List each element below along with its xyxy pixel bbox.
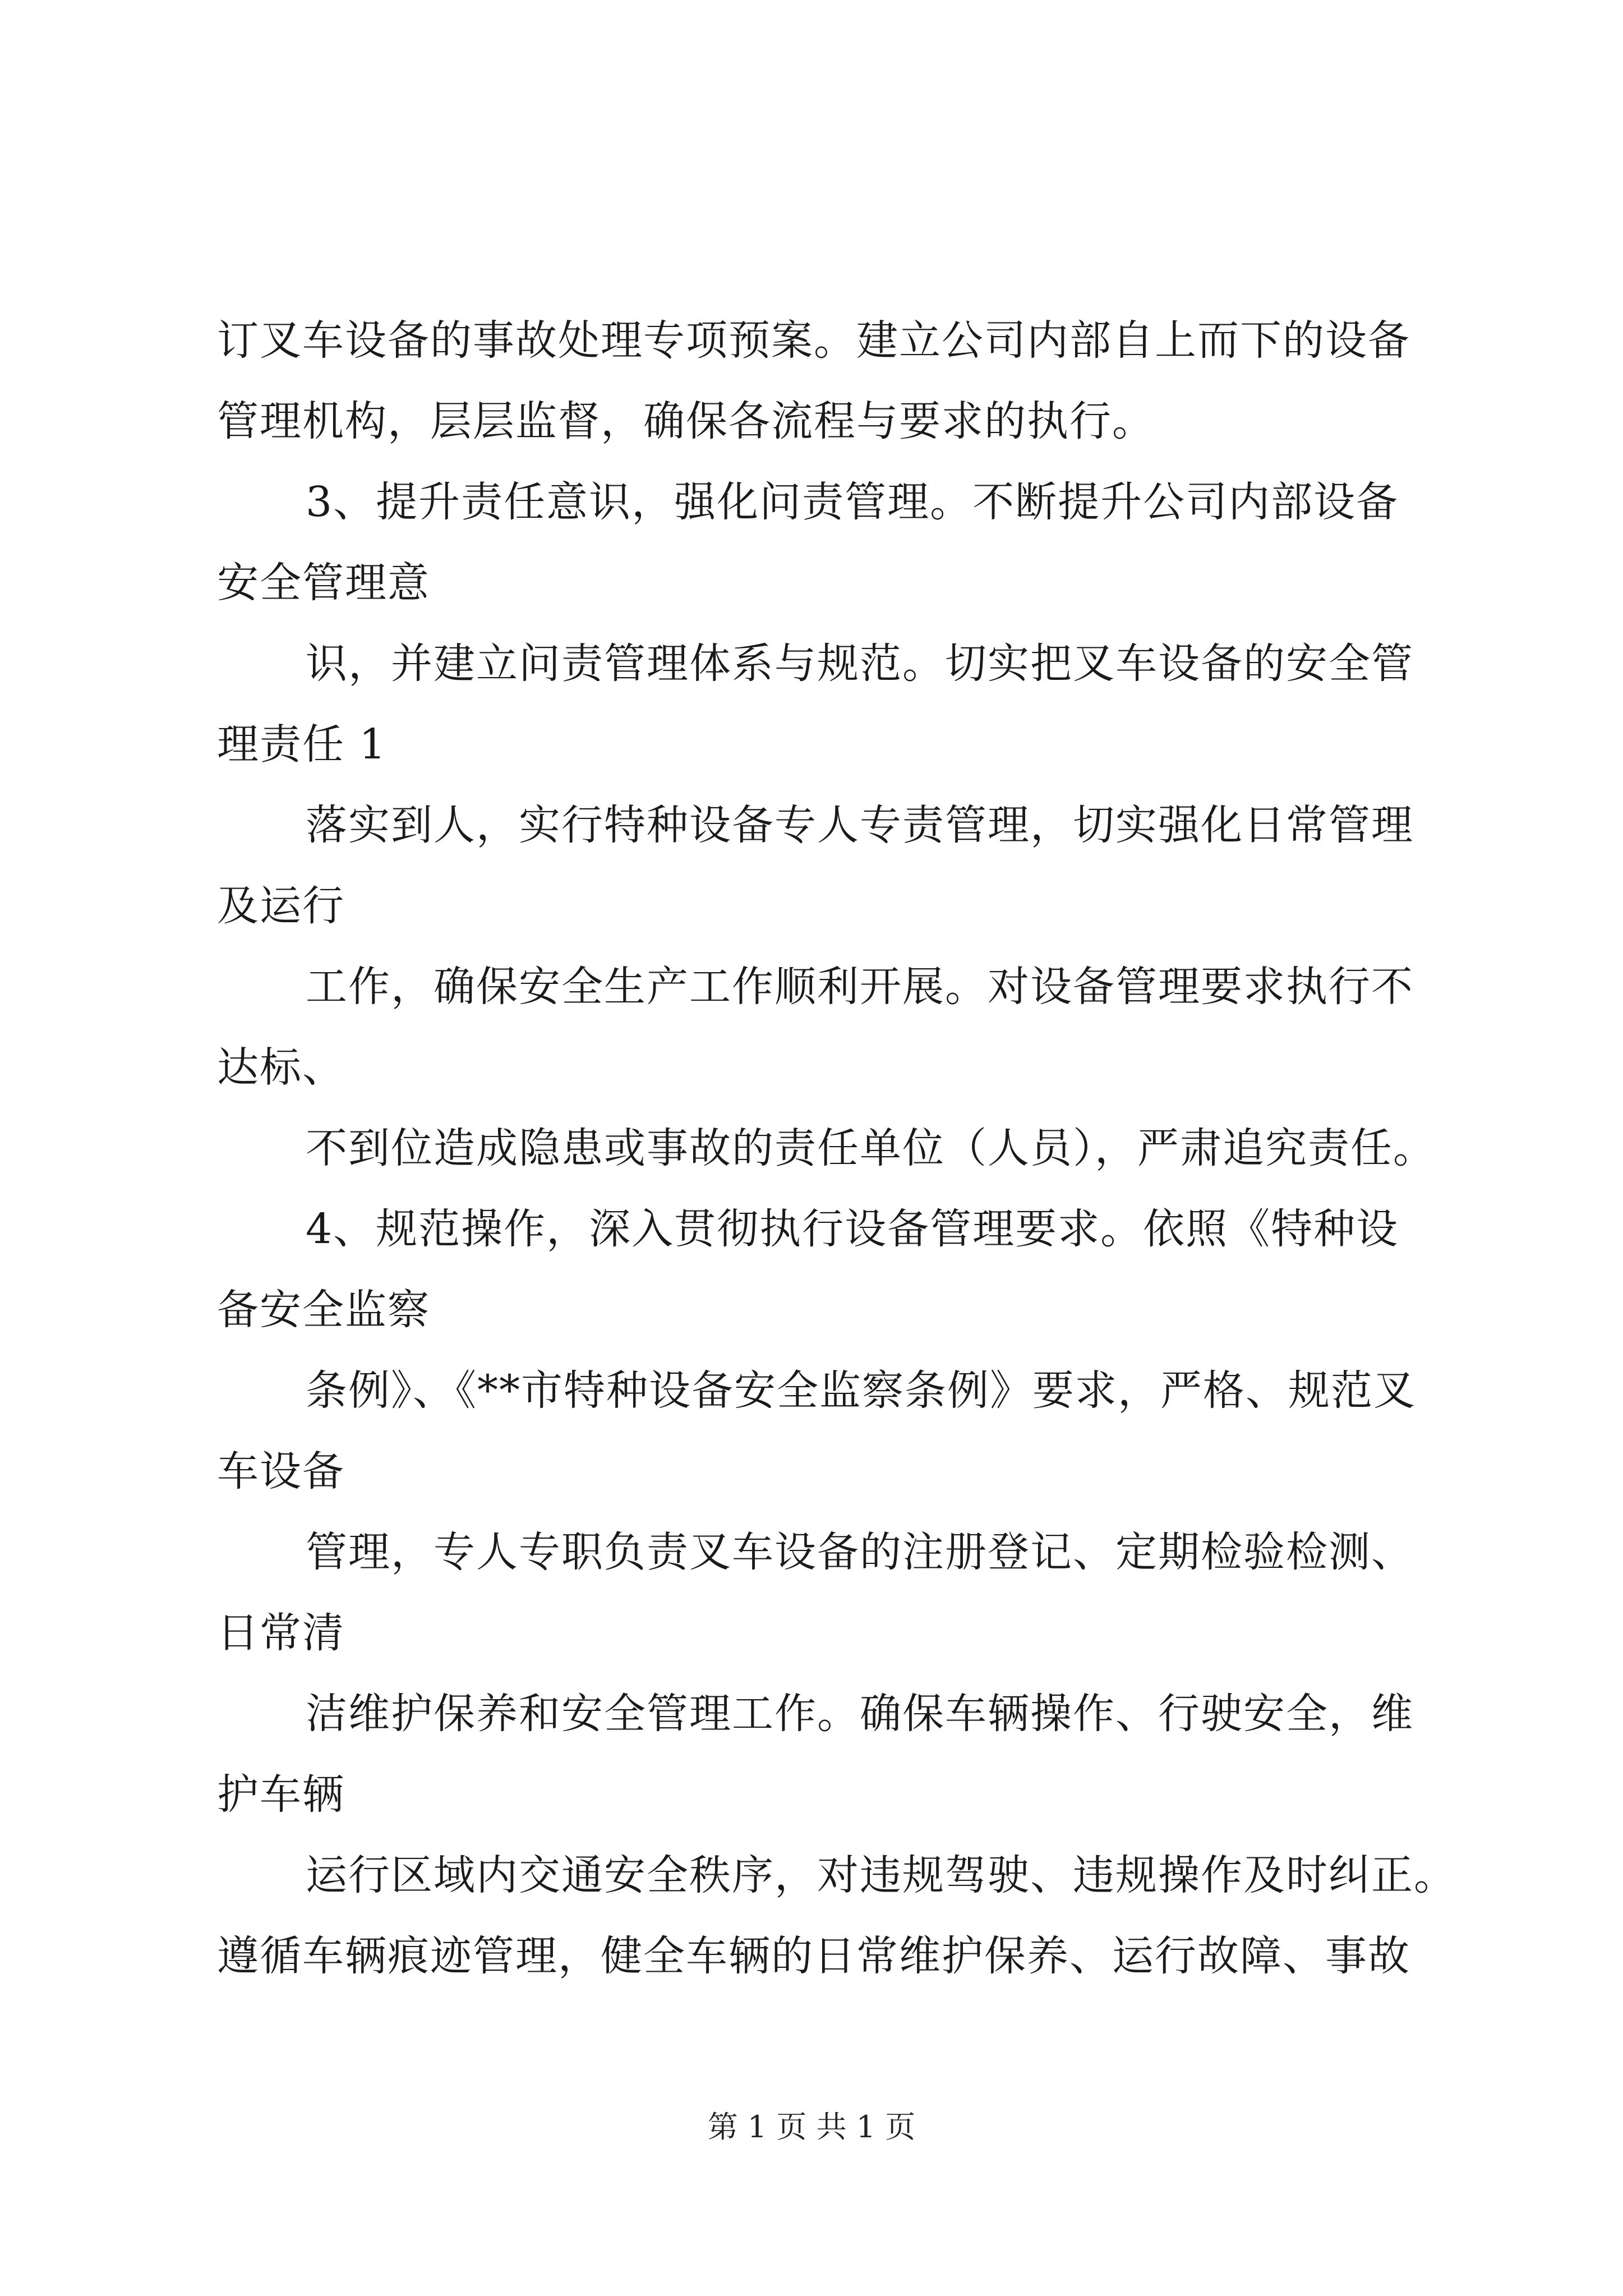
page-footer: 第 1 页 共 1 页	[707, 2109, 916, 2145]
text-line: 管理机构，层层监督，确保各流程与要求的执行。	[217, 397, 1155, 445]
text-line: 达标、	[217, 1043, 345, 1092]
text-line: 车设备	[217, 1447, 345, 1496]
text-line: 安全管理意	[217, 559, 430, 607]
text-line: 4、规范操作，深入贯彻执行设备管理要求。依照《特种设	[306, 1205, 1399, 1253]
text-line: 工作，确保安全生产工作顺利开展。对设备管理要求执行不	[306, 963, 1414, 1011]
text-line: 落实到人，实行特种设备专人专责管理，切实强化日常管理	[306, 801, 1414, 849]
text-line: 订叉车设备的事故处理专项预案。建立公司内部自上而下的设备	[217, 316, 1410, 365]
text-line: 护车辆	[217, 1770, 345, 1819]
text-line: 识，并建立问责管理体系与规范。切实把叉车设备的安全管	[306, 639, 1414, 688]
text-line: 遵循车辆痕迹管理，健全车辆的日常维护保养、运行故障、事故	[217, 1932, 1410, 1980]
text-line: 备安全监察	[217, 1286, 430, 1334]
text-line: 管理，专人专职负责叉车设备的注册登记、定期检验检测、	[306, 1528, 1414, 1576]
document-body	[217, 300, 1456, 1996]
text-line: 3、提升责任意识，强化问责管理。不断提升公司内部设备	[306, 478, 1399, 526]
text-line: 洁维护保养和安全管理工作。确保车辆操作、行驶安全，维	[306, 1690, 1414, 1738]
text-line: 不到位造成隐患或事故的责任单位（人员），严肃追究责任。	[306, 1124, 1436, 1172]
text-line: 日常清	[217, 1609, 345, 1657]
text-line: 理责任 1	[217, 720, 387, 769]
text-line: 条例》、《**市特种设备安全监察条例》要求，严格、规范叉	[306, 1366, 1416, 1415]
text-line: 运行区域内交通安全秩序，对违规驾驶、违规操作及时纠正。	[306, 1851, 1456, 1899]
text-line: 及运行	[217, 882, 345, 930]
